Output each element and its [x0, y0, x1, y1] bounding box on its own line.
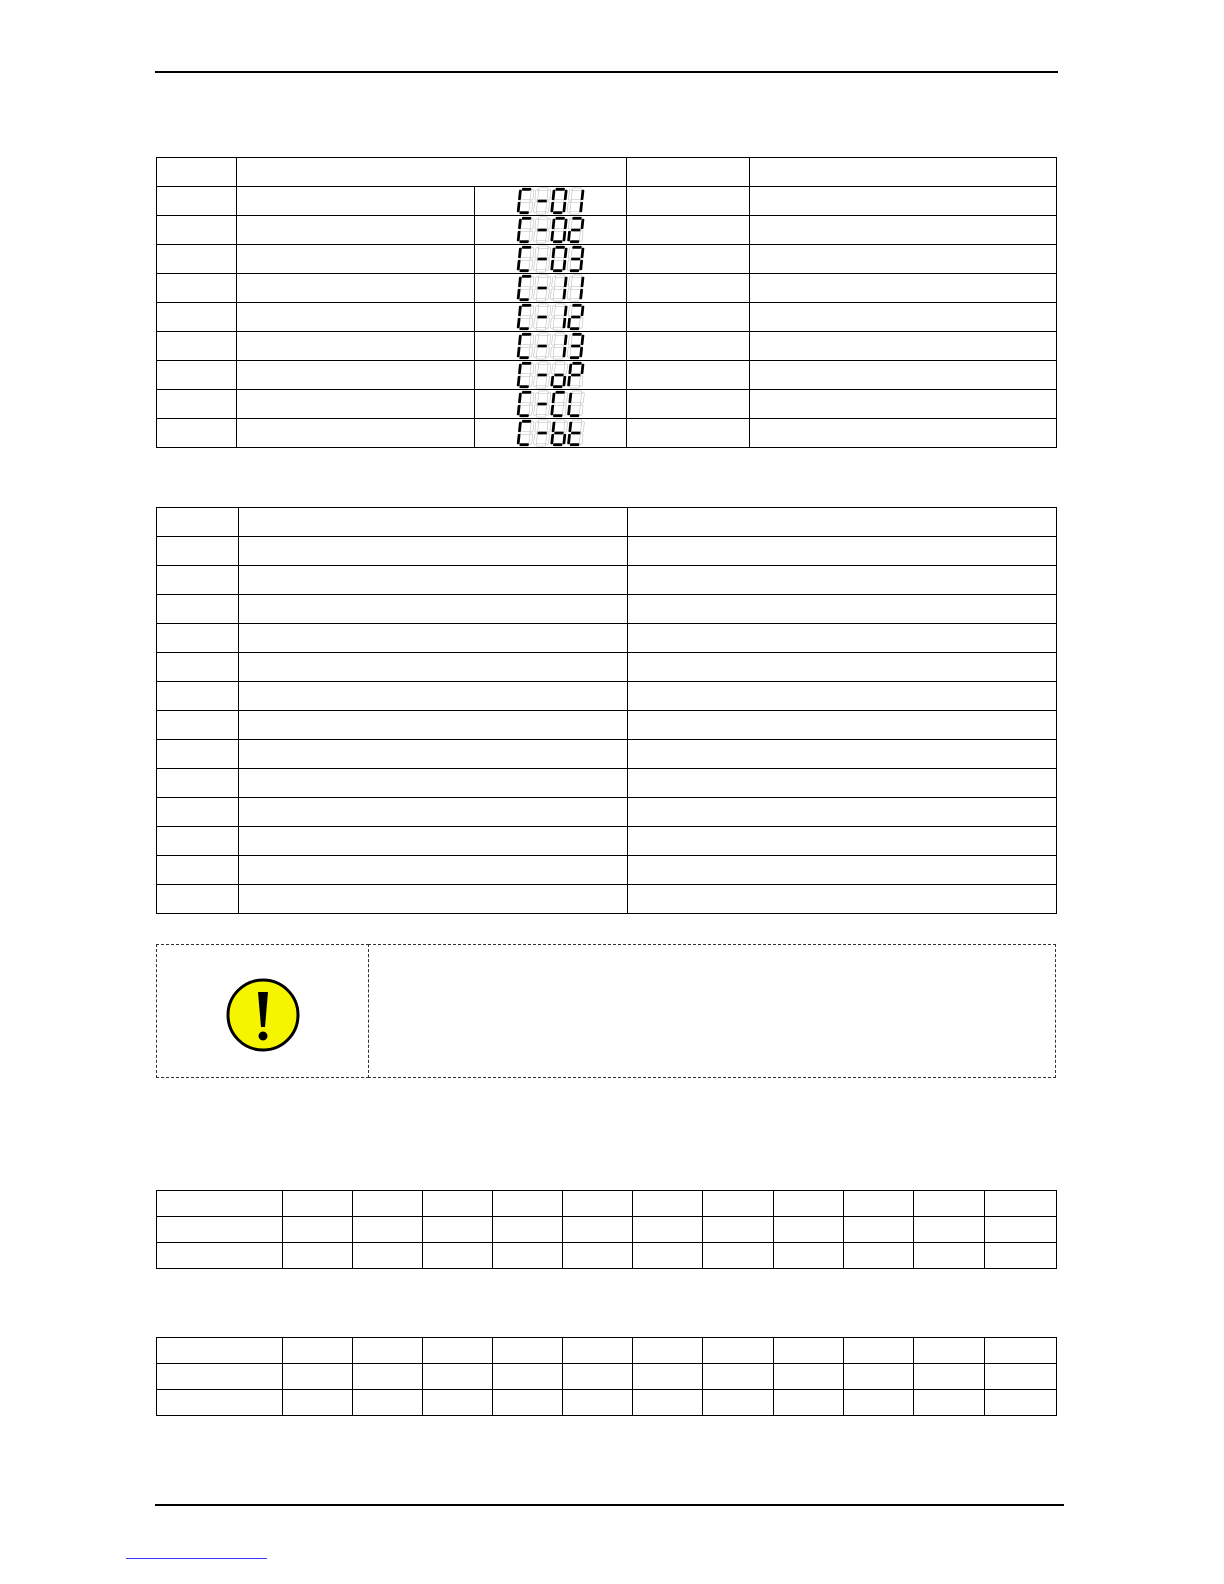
seven-seg-digit: [516, 391, 534, 417]
table-cell: [237, 216, 475, 245]
table-row: [157, 187, 1057, 216]
table-cell: [157, 303, 237, 332]
seven-seg-digit: [550, 420, 568, 446]
table-row: [157, 508, 1057, 537]
table-cell: [628, 711, 1057, 740]
code-cell: [475, 332, 627, 361]
table-cell: [703, 1243, 774, 1269]
table-cell: [628, 508, 1057, 537]
table-cell: [157, 740, 239, 769]
table-cell: [237, 390, 475, 419]
table-cell: [157, 1364, 283, 1390]
seven-seg-digit: [550, 275, 568, 301]
seven-segment-code: [515, 216, 587, 244]
table-cell: [157, 361, 237, 390]
table-cell: [703, 1338, 774, 1364]
table-header-row: [157, 158, 1057, 187]
table-row: [157, 827, 1057, 856]
table-cell: [239, 711, 628, 740]
table-cell: [239, 682, 628, 711]
table-row: [157, 216, 1057, 245]
table-row: [157, 1217, 1057, 1243]
table-cell: [157, 682, 239, 711]
table-cell: [157, 1338, 283, 1364]
table-cell: [985, 1338, 1057, 1364]
seven-seg-digit: [566, 188, 584, 214]
seven-seg-digit: [550, 246, 568, 272]
table-cell: [283, 1338, 353, 1364]
table-cell: [563, 1338, 633, 1364]
table-cell: [239, 769, 628, 798]
table-cell: [237, 332, 475, 361]
table-row: [157, 1338, 1057, 1364]
table-cell: [633, 1390, 703, 1416]
code-cell: [475, 390, 627, 419]
status-code-table: [156, 157, 1057, 448]
table-row: [157, 245, 1057, 274]
table-row: [157, 566, 1057, 595]
table-cell: [563, 1243, 633, 1269]
seven-seg-digit: [566, 246, 584, 272]
parameter-table-a: [156, 1190, 1057, 1269]
table-cell: [914, 1217, 985, 1243]
table-cell: [237, 419, 475, 448]
table-cell: [628, 885, 1057, 914]
table-cell: [844, 1338, 914, 1364]
table-cell: [239, 856, 628, 885]
table-cell: [633, 1243, 703, 1269]
table-cell: [563, 1217, 633, 1243]
table-cell: [283, 1191, 353, 1217]
table-cell: [703, 1191, 774, 1217]
table-cell: [628, 595, 1057, 624]
table-cell: [914, 1243, 985, 1269]
header-rule: [155, 71, 1058, 73]
table-cell: [157, 1243, 283, 1269]
table-cell: [627, 419, 750, 448]
seven-seg-digit: [550, 333, 568, 359]
table-cell: [423, 1390, 493, 1416]
seven-segment-code: [515, 303, 587, 331]
table-row: [157, 1364, 1057, 1390]
table-cell: [628, 682, 1057, 711]
table-cell: [239, 566, 628, 595]
table-cell: [627, 216, 750, 245]
seven-seg-digit: [516, 246, 534, 272]
code-cell: [475, 419, 627, 448]
seven-seg-digit: [533, 362, 551, 388]
seven-seg-digit: [550, 391, 568, 417]
table-row: [157, 274, 1057, 303]
table-row: [157, 303, 1057, 332]
seven-seg-digit: [533, 217, 551, 243]
table-cell: [353, 1243, 423, 1269]
seven-seg-digit: [566, 275, 584, 301]
table-cell: [423, 1364, 493, 1390]
caution-text-box: [368, 944, 1056, 1078]
table-cell: [157, 769, 239, 798]
code-cell: [475, 303, 627, 332]
description-table: [156, 507, 1057, 914]
table-row: [157, 798, 1057, 827]
table-row: [157, 885, 1057, 914]
seven-segment-code: [515, 245, 587, 273]
table-cell: [844, 1364, 914, 1390]
code-cell: [475, 216, 627, 245]
table-cell: [239, 595, 628, 624]
table-cell: [914, 1390, 985, 1416]
seven-seg-digit: [566, 304, 584, 330]
table-cell: [157, 653, 239, 682]
table-cell: [493, 1364, 563, 1390]
code-cell: [475, 274, 627, 303]
table-cell: [157, 798, 239, 827]
seven-seg-digit: [533, 275, 551, 301]
table-cell: [627, 187, 750, 216]
table-cell: [239, 653, 628, 682]
table-cell: [774, 1338, 844, 1364]
table-cell: [774, 1390, 844, 1416]
seven-seg-digit: [516, 304, 534, 330]
table-cell: [844, 1191, 914, 1217]
seven-seg-digit: [516, 217, 534, 243]
table-cell: [627, 303, 750, 332]
table-cell: [985, 1243, 1057, 1269]
table-cell: [914, 1191, 985, 1217]
seven-seg-digit: [533, 333, 551, 359]
table-cell: [493, 1338, 563, 1364]
seven-seg-digit: [516, 362, 534, 388]
table-cell: [628, 653, 1057, 682]
table-cell: [844, 1217, 914, 1243]
table-cell: [703, 1364, 774, 1390]
table-cell: [985, 1364, 1057, 1390]
seven-seg-digit: [516, 188, 534, 214]
table-cell: [914, 1338, 985, 1364]
seven-seg-digit: [533, 246, 551, 272]
table-row: [157, 769, 1057, 798]
footer-link-underline: [126, 1558, 267, 1559]
table-row: [157, 537, 1057, 566]
table-cell: [157, 711, 239, 740]
table-cell: [633, 1191, 703, 1217]
footer-rule: [155, 1504, 1064, 1506]
code-cell: [475, 187, 627, 216]
table-row: [157, 1390, 1057, 1416]
table-cell: [985, 1191, 1057, 1217]
table-cell: [628, 566, 1057, 595]
table-cell: [750, 187, 1057, 216]
table-cell: [157, 1191, 283, 1217]
table-cell: [985, 1217, 1057, 1243]
seven-segment-code: [515, 361, 587, 389]
table-cell: [493, 1390, 563, 1416]
table-cell: [703, 1390, 774, 1416]
table-row: [157, 682, 1057, 711]
table-row: [157, 419, 1057, 448]
table-cell: [628, 798, 1057, 827]
table-cell: [237, 303, 475, 332]
table-cell: [633, 1217, 703, 1243]
table-cell: [774, 1217, 844, 1243]
table-cell: [703, 1217, 774, 1243]
header-cell: [237, 158, 627, 187]
seven-seg-digit: [533, 304, 551, 330]
table-row: [157, 1243, 1057, 1269]
table-row: [157, 332, 1057, 361]
table-cell: [423, 1217, 493, 1243]
table-cell: [157, 827, 239, 856]
table-cell: [628, 769, 1057, 798]
table-cell: [237, 245, 475, 274]
seven-seg-digit: [516, 420, 534, 446]
table-row: [157, 595, 1057, 624]
table-cell: [283, 1364, 353, 1390]
table-cell: [750, 303, 1057, 332]
table-cell: [157, 332, 237, 361]
table-cell: [563, 1364, 633, 1390]
seven-seg-digit: [516, 275, 534, 301]
table-cell: [237, 274, 475, 303]
seven-seg-digit: [516, 333, 534, 359]
table-cell: [157, 419, 237, 448]
seven-seg-digit: [550, 362, 568, 388]
caution-note: [156, 944, 1056, 1078]
table-row: [157, 740, 1057, 769]
table-cell: [157, 537, 239, 566]
table-cell: [750, 419, 1057, 448]
table-row: [157, 361, 1057, 390]
table-cell: [628, 856, 1057, 885]
seven-segment-code: [515, 419, 587, 447]
seven-segment-code: [515, 332, 587, 360]
table-cell: [353, 1191, 423, 1217]
table-cell: [353, 1217, 423, 1243]
seven-seg-digit: [550, 304, 568, 330]
seven-seg-digit: [566, 217, 584, 243]
code-cell: [475, 245, 627, 274]
table-cell: [239, 624, 628, 653]
table-cell: [239, 827, 628, 856]
table-cell: [423, 1191, 493, 1217]
table-cell: [627, 245, 750, 274]
table-cell: [353, 1338, 423, 1364]
table-cell: [844, 1243, 914, 1269]
table-cell: [750, 216, 1057, 245]
table-cell: [157, 274, 237, 303]
table-cell: [237, 361, 475, 390]
table-cell: [157, 216, 237, 245]
table-row: [157, 624, 1057, 653]
seven-seg-digit: [533, 420, 551, 446]
table-cell: [239, 740, 628, 769]
table-cell: [628, 624, 1057, 653]
seven-segment-code: [515, 187, 587, 215]
seven-seg-digit: [566, 362, 584, 388]
header-cell: [750, 158, 1057, 187]
table-cell: [353, 1390, 423, 1416]
table-cell: [633, 1338, 703, 1364]
table-cell: [157, 624, 239, 653]
table-cell: [844, 1390, 914, 1416]
table-cell: [157, 187, 237, 216]
table-cell: [157, 390, 237, 419]
table-cell: [157, 508, 239, 537]
table-row: [157, 1191, 1057, 1217]
exclamation-warning-icon: [225, 977, 301, 1053]
table-row: [157, 711, 1057, 740]
table-cell: [774, 1364, 844, 1390]
code-cell: [475, 361, 627, 390]
seven-seg-digit: [566, 420, 584, 446]
table-row: [157, 653, 1057, 682]
table-cell: [628, 537, 1057, 566]
seven-seg-digit: [550, 217, 568, 243]
table-row: [157, 856, 1057, 885]
table-cell: [239, 508, 628, 537]
table-cell: [563, 1191, 633, 1217]
seven-segment-code: [515, 274, 587, 302]
table-cell: [353, 1364, 423, 1390]
table-cell: [283, 1217, 353, 1243]
table-cell: [750, 390, 1057, 419]
table-cell: [985, 1390, 1057, 1416]
table-cell: [237, 187, 475, 216]
seven-seg-digit: [566, 391, 584, 417]
header-cell: [627, 158, 750, 187]
table-cell: [423, 1243, 493, 1269]
table-cell: [628, 827, 1057, 856]
seven-segment-code: [515, 390, 587, 418]
table-cell: [563, 1390, 633, 1416]
table-cell: [157, 1390, 283, 1416]
table-cell: [157, 856, 239, 885]
table-cell: [283, 1243, 353, 1269]
table-cell: [627, 332, 750, 361]
table-cell: [157, 595, 239, 624]
header-cell: [157, 158, 237, 187]
table-cell: [633, 1364, 703, 1390]
table-cell: [493, 1217, 563, 1243]
table-cell: [157, 885, 239, 914]
seven-seg-digit: [533, 391, 551, 417]
table-cell: [157, 566, 239, 595]
table-row: [157, 390, 1057, 419]
table-cell: [627, 361, 750, 390]
caution-icon-box: [156, 944, 369, 1078]
seven-seg-digit: [550, 188, 568, 214]
table-cell: [493, 1243, 563, 1269]
seven-seg-digit: [566, 333, 584, 359]
table-cell: [627, 390, 750, 419]
table-cell: [283, 1390, 353, 1416]
table-cell: [157, 245, 237, 274]
table-cell: [239, 537, 628, 566]
table-cell: [750, 274, 1057, 303]
seven-seg-digit: [533, 188, 551, 214]
table-cell: [423, 1338, 493, 1364]
table-cell: [628, 740, 1057, 769]
table-cell: [157, 1217, 283, 1243]
parameter-table-b: [156, 1337, 1057, 1416]
table-cell: [774, 1191, 844, 1217]
table-cell: [627, 274, 750, 303]
table-cell: [750, 332, 1057, 361]
table-cell: [750, 245, 1057, 274]
table-cell: [239, 798, 628, 827]
table-cell: [914, 1364, 985, 1390]
table-cell: [239, 885, 628, 914]
table-cell: [493, 1191, 563, 1217]
table-cell: [774, 1243, 844, 1269]
table-cell: [750, 361, 1057, 390]
